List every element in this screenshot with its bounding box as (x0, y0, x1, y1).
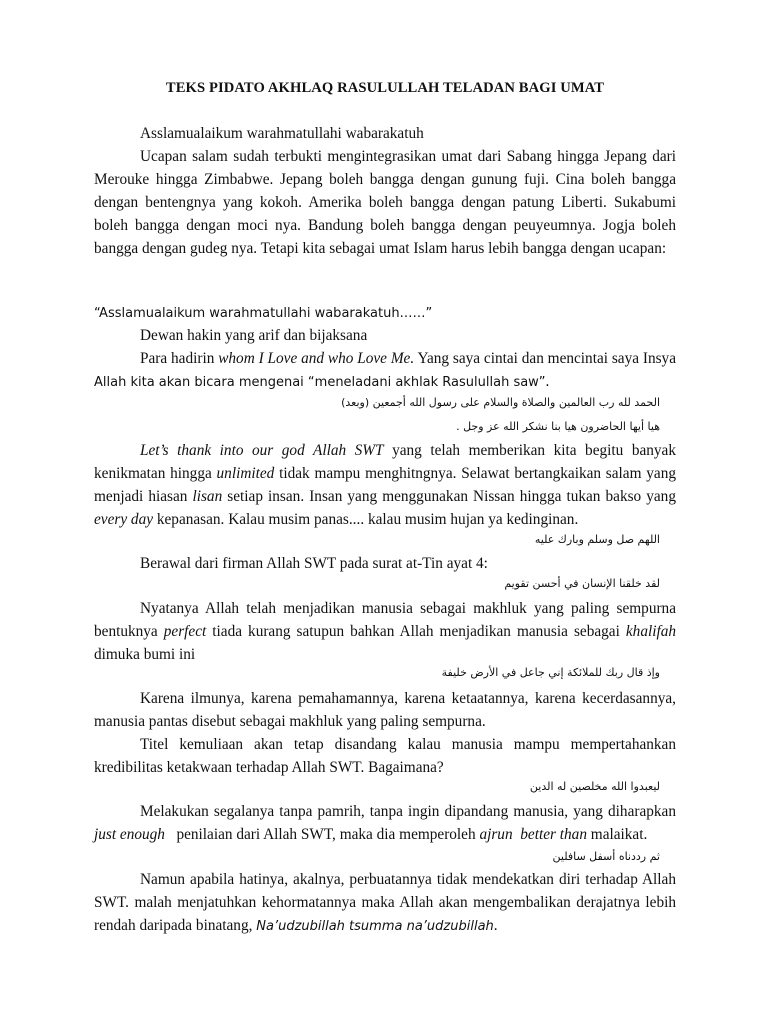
text-segment: malaikat. (586, 826, 648, 843)
paragraph-para-hadirin (94, 347, 676, 394)
italic-phrase: better than (520, 826, 587, 843)
arabic-at-tin: لقد خلقنا الإنسان في أحسن تقويم (504, 577, 660, 590)
text-segment: Para hadirin (140, 350, 219, 367)
opening-greeting: Asslamualaikum warahmatullahi wabarakatuh (140, 125, 424, 142)
text-segment: setiap insan. Insan yang menggunakan Nissan hingga tukan bakso yang (222, 488, 676, 505)
greeting-quote: “Asslamualaikum warahmatullahi wabarakatuh……” (94, 306, 433, 321)
text-segment: yang telah memberikan kita begitu banyak kenikmatan hingga (94, 442, 676, 482)
paragraph-salam: Ucapan salam sudah terbukti mengintegrasikan umat dari Sabang hingga Jepang dari Merouke hingga Zimbabwe. Jepang boleh bangga dengan gunung fuji. Cina boleh bangga dengan bentengnya yang kokoh. Amerika boleh bangga dengan patung Liberti. Sukabumi boleh bangga dengan moci nya. Bandung boleh bangga dengan peuyeumnya. Jogja boleh bangga dengan gudeg nya. Tetapi kita sebagai umat Islam harus lebih bangga dengan ucapan: (94, 148, 676, 257)
paragraph-firman: Berawal dari firman Allah SWT pada surat at-Tin ayat 4: (140, 555, 488, 572)
italic-phrase: perfect (163, 623, 207, 640)
arabic-shalawat: اللهم صل وسلم وبارك عليه (534, 533, 660, 546)
text-segment: Melakukan segalanya tanpa pamrih, tanpa ingin dipandang manusia, yang diharapkan (140, 803, 676, 820)
text-segment: . (545, 373, 550, 390)
text-segment: tiada kurang satupun bahkan Allah menjadikan manusia sebagai (206, 623, 626, 640)
text-segment: Namun apabila hatinya, akalnya, perbuatannya tidak mendekatkan diri terhadap Allah SWT. malah menjatuhkan kehormatannya maka Allah akan mengembalikan derajatnya lebih rendah daripada binatang, (94, 871, 676, 934)
text-segment: . (493, 917, 498, 934)
italic-phrase: every day (94, 511, 154, 528)
document-title: TEKS PIDATO AKHLAQ RASULULLAH TELADAN BAGI UMAT (165, 80, 605, 96)
italic-phrase: ajrun (479, 826, 513, 843)
paragraph-melakukan (94, 800, 676, 846)
italic-phrase: unlimited (216, 465, 275, 482)
paragraph-karena: Karena ilmunya, karena pemahamannya, karena ketaatannya, karena kecerdasannya, manusia pantas disebut sebagai makhluk yang paling sempurna. (94, 690, 676, 730)
arabic-asfala: ثم رددناه أسفل سافلين (552, 850, 660, 863)
paragraph-nyatanya (94, 597, 676, 666)
italic-phrase: Let’s thank into our god Allah SWT (140, 442, 384, 459)
text-segment: dimuka bumi ini (94, 646, 196, 663)
text-segment: penilaian dari Allah SWT, maka dia memperoleh (164, 826, 480, 843)
italic-phrase: lisan (192, 488, 223, 505)
italic-phrase: just enough (94, 826, 165, 843)
paragraph-dewan-hakim: Dewan hakin yang arif dan bijaksana (140, 327, 368, 344)
paragraph-thanks (94, 439, 676, 531)
italic-phrase: whom I Love and who Love Me. (218, 350, 415, 367)
text-segment: Nyatanya Allah telah menjadikan manusia sebagai makhluk yang paling sempurna bentuknya (94, 600, 676, 640)
paragraph-titel: Titel kemuliaan akan tetap disandang kalau manusia mampu mempertahankan kredibilitas ketakwaan terhadap Allah SWT. Bagaimana? (94, 736, 676, 776)
arabic-mukhlisin: ليعبدوا الله مخلصين له الدين (529, 780, 660, 793)
arabic-hamdalah: الحمد لله رب العالمين والصلاة والسلام على رسول الله أجمعين (وبعد) (341, 396, 660, 409)
sans-segment: Allah kita akan bicara mengenai “meneladani akhlak Rasulullah saw” (94, 375, 546, 390)
text-segment: Yang saya cintai dan mencintai saya Insya (414, 350, 676, 367)
arabic-khalifah: وإذ قال ربك للملائكة إني جاعل في الأرض خليفة (441, 666, 660, 679)
paragraph-namun (94, 868, 676, 938)
arabic-syukur: هيا أيها الحاضرون هيا بنا نشكر الله عز وجل . (456, 420, 660, 433)
italic-phrase: Na’udzubillah tsumma na’udzubillah (256, 919, 494, 934)
text-segment: kepanasan. Kalau musim panas.... kalau musim hujan ya kedinginan. (153, 511, 579, 528)
italic-phrase: khalifah (625, 623, 677, 640)
text-segment: tidak mampu menghitngnya. Selawat bertangkaikan salam yang menjadi hiasan (94, 465, 676, 505)
